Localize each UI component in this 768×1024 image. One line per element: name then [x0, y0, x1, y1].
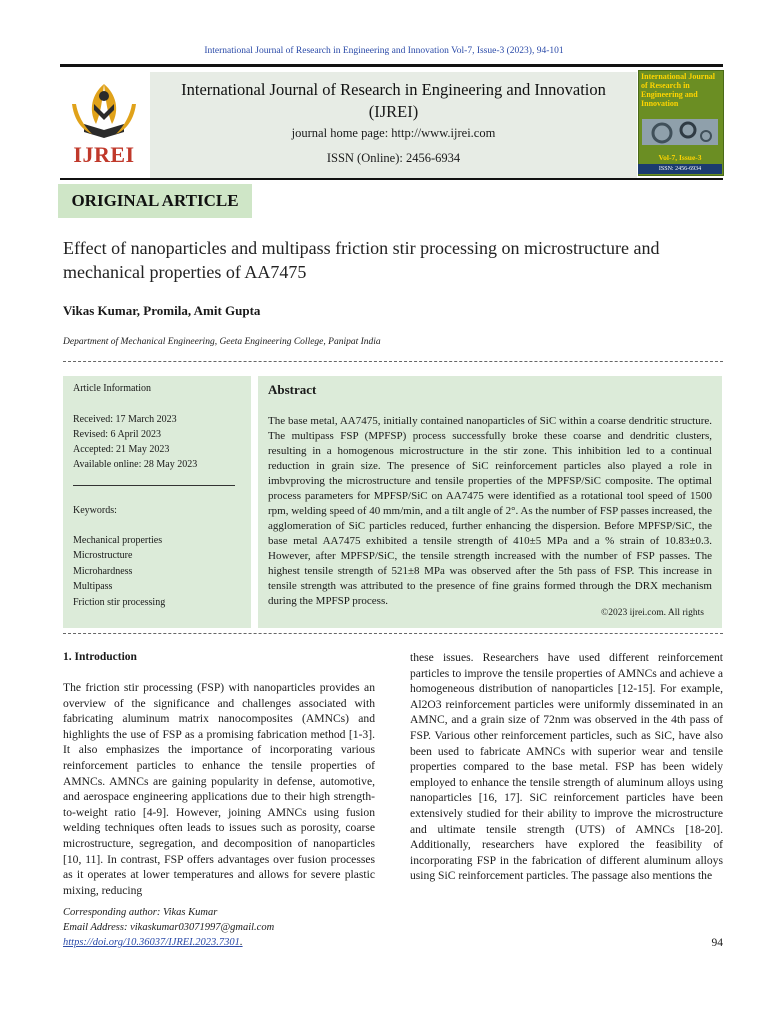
keyword-item: Multipass	[73, 581, 113, 592]
accepted-date: Accepted: 21 May 2023	[73, 444, 170, 455]
body-column-right: these issues. Researchers have used different reinforcement particles to improve the tensile properties of AMNCs and achieve a homogeneous distribution of nanoparticles [12-15]. For example, Al2O3 reinforcement particles were uniformly disseminated in an AMNC, and a grain size of 72nm was observed in the 4th pass of FSP. Various other reinforcement particles, such as SiC, have also been used to fabricate AMNCs with superior wear and tensile properties compared to the base metal. FSP has been widely employed to enhance the tensile strength of aluminum alloys using nanoparticles [16, 17]. SiC reinforcement particles have been extensively studied for their ability to improve the microstructure and ultimate tensile strength (UTS) of AMNCs [18-20]. Additionally, researchers have explored the feasibility of incorporating FSP in the fabrication of different aluminum alloys using SiC reinforcement particles. The passage also mentions the	[410, 651, 723, 883]
divider-top	[63, 361, 723, 362]
header-rule	[60, 64, 723, 67]
journal-abbr: (IJREI)	[368, 102, 419, 121]
doi-period: .	[239, 937, 243, 948]
logo-emblem-icon	[72, 84, 136, 138]
corresponding-author: Corresponding author: Vikas Kumar	[63, 907, 218, 918]
keywords-header: Keywords:	[73, 505, 117, 516]
revised-date: Revised: 6 April 2023	[73, 429, 162, 440]
article-info-header: Article Information	[73, 383, 152, 394]
cover-volume: Vol-7, Issue-3	[658, 153, 702, 162]
journal-name: International Journal of Research in Engineering and Innovation	[181, 80, 606, 99]
keyword-item: Microhardness	[73, 566, 133, 577]
divider-bottom	[63, 633, 723, 634]
keyword-item: Friction stir processing	[73, 597, 166, 608]
article-type: ORIGINAL ARTICLE	[71, 191, 239, 210]
abstract-copyright: ©2023 ijrei.com. All rights	[601, 608, 705, 618]
affiliation: Department of Mechanical Engineering, Geeta Engineering College, Panipat India	[63, 337, 381, 347]
doi-link-text[interactable]: https://doi.org/10.36037/IJREI.2023.7301	[63, 937, 240, 948]
body-column-left: The friction stir processing (FSP) with nanoparticles provides an overview of the significance and challenges associated with fabricating aluminum matrix nanocomposites (AMNCs) and highlights the use of FSP as a promising fabrication method [1-3]. It also emphasizes the importance of incorporating various reinforcement particles to enhance the tensile properties of AMNCs. AMNCs are gaining popularity in defense, automotive, and aerospace engineering applications due to their high strength-to-weight ratio [4-9]. However, joining AMNCs using fusion welding techniques often leads to issues such as porosity, coarse microstructure, segregation, and decomposition of nanoparticles [10, 11]. In contrast, FSP offers advantages over fusion processes as it operates at lower temperatures and allows for severe plastic mixing, reducing	[63, 681, 375, 897]
journal-issn: ISSN (Online): 2456-6934	[326, 151, 461, 165]
journal-homepage: journal home page: http://www.ijrei.com	[291, 126, 496, 140]
page-number: 94	[711, 937, 723, 949]
logo-text: IJREI	[73, 142, 135, 167]
masthead-bottom-rule	[60, 178, 723, 180]
abstract-header: Abstract	[268, 382, 317, 397]
cover-title: International Journal of Research in Engineering and Innovation	[641, 72, 716, 108]
received-date: Received: 17 March 2023	[73, 414, 177, 425]
section-heading-introduction: 1. Introduction	[63, 651, 137, 663]
available-date: Available online: 28 May 2023	[73, 459, 198, 470]
cover-gears-image	[642, 119, 718, 145]
paper-title: Effect of nanoparticles and multipass friction stir processing on microstructure and mechanical properties of AA7475	[63, 238, 660, 282]
info-divider	[73, 485, 235, 486]
author-email: Email Address: vikaskumar03071997@gmail.com	[63, 922, 275, 933]
cover-issn: ISSN: 2456-6934	[638, 164, 722, 174]
doi-link[interactable]	[63, 937, 243, 948]
abstract-text: The base metal, AA7475, initially contained nanoparticles of SiC within a coarse dendritic structure. The multipass FSP (MPFSP) process successfully broke these coarse and dendritic clusters, resulting in a homogenous microstructure in the stir zone. This inhibition led to a continual reduction in grain size. The presence of SiC reinforcement particles also played a role in imbvproving the microstructure and tensile properties of the MPFSP/SiC composite. The optimal process parameters for MPFSP/SiC on AA7475 were identified as a rotational tool speed of 1500 rpm, welding speed of 40 mm/min, and a tilt angle of 2°. As the number of FSP passes increased, the agglomeration of SiC particles reduced, further enhancing the dispersion. Before MPFSP/SiC, the base metal AA7475 exhibited a tensile strength of 410±5 MPa and a % strain of 10.83±0.3. However, after MPFSP/SiC, the tensile strength increased with the number of FSP passes. The highest tensile strength of 521±8 MPa was observed after the 5th pass of FSP. This increase in tensile strength was attributed to the presence of fine grains formed through the DRX mechanism during the MPFSP process.	[268, 415, 712, 607]
authors: Vikas Kumar, Promila, Amit Gupta	[63, 303, 261, 318]
keyword-item: Microstructure	[73, 550, 133, 561]
keyword-item: Mechanical properties	[73, 535, 163, 546]
running-header: International Journal of Research in Engineering and Innovation Vol-7, Issue-3 (2023), 94-101	[204, 46, 564, 56]
